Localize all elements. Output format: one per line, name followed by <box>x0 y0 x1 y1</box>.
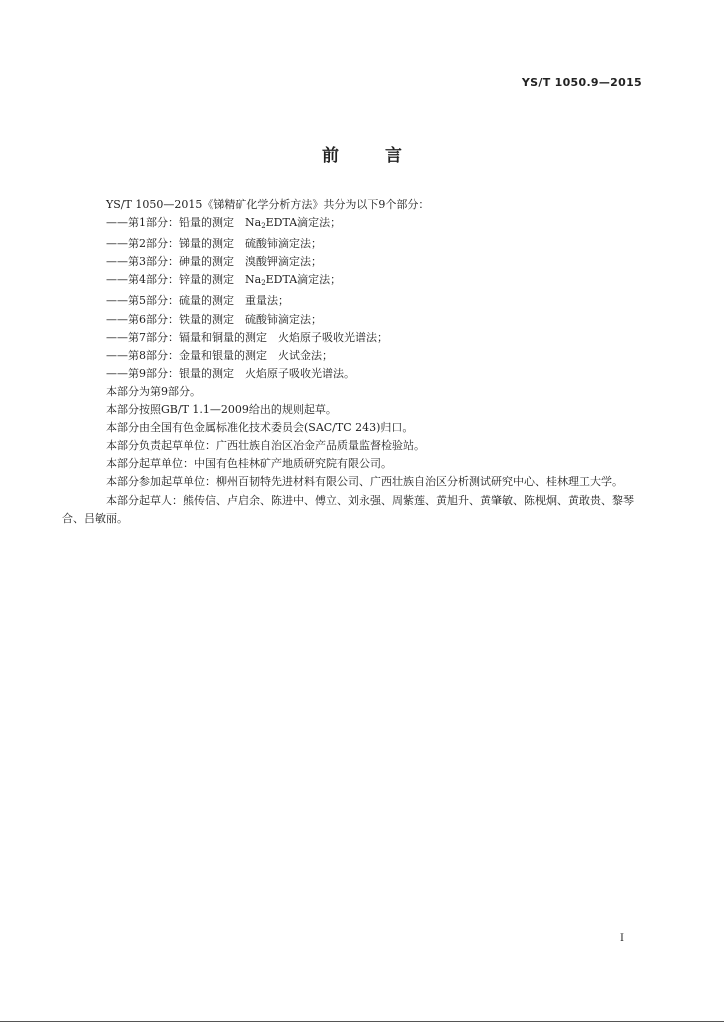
intro-paragraph: YS/T 1050—2015《锑精矿化学分析方法》共分为以下9个部分： <box>106 198 430 211</box>
paragraph-part-number: 本部分为第9部分。 <box>106 384 201 398</box>
title-char-1: 前 <box>322 146 340 166</box>
paragraph-drafters: 本部分起草人：熊传信、卢启余、陈进中、傅立、刘永强、周紫莲、黄旭升、黄肇敏、陈枧炯、黄敢贵、黎琴合、吕敏丽。 <box>62 493 634 525</box>
foreword-body <box>62 196 644 528</box>
bottom-divider <box>0 1021 724 1022</box>
part-item: ——第3部分：砷量的测定 溴酸钾滴定法； <box>106 255 322 269</box>
paragraph-participating-units: 本部分参加起草单位：柳州百韧特先进材料有限公司、广西壮族自治区分析测试研究中心、桂林理工大学。 <box>106 475 623 489</box>
page-number: I <box>620 933 624 944</box>
title-char-2: 言 <box>384 146 402 166</box>
paragraph-responsible-unit: 本部分负责起草单位：广西壮族自治区冶金产品质量监督检验站。 <box>106 439 425 453</box>
part-item: ——第1部分：铅量的测定 $Na_2EDTA$滴定法； <box>106 216 342 231</box>
paragraph-drafting-unit: 本部分起草单位：中国有色桂林矿产地质研究院有限公司。 <box>106 457 392 471</box>
standard-number: YS/T 1050.9—2015 <box>521 76 642 89</box>
part-item: ——第7部分：镉量和铜量的测定 火焰原子吸收光谱法； <box>106 330 388 344</box>
part-item: ——第9部分：银量的测定 火焰原子吸收光谱法。 <box>106 366 355 380</box>
paragraph-drafting-rules: 本部分按照GB/T 1.1—2009给出的规则起草。 <box>106 403 337 417</box>
part-item: ——第8部分：金量和银量的测定 火试金法； <box>106 348 333 362</box>
part-item: ——第4部分：锌量的测定 $Na_2EDTA$滴定法； <box>106 273 342 288</box>
page-title <box>0 141 724 166</box>
paragraph-committee: 本部分由全国有色金属标准化技术委员会(SAC/TC 243)归口。 <box>106 421 414 435</box>
part-item: ——第6部分：铁量的测定 硫酸铈滴定法； <box>106 312 322 326</box>
part-item: ——第5部分：硫量的测定 重量法； <box>106 294 289 308</box>
part-item: ——第2部分：锑量的测定 硫酸铈滴定法； <box>106 237 322 251</box>
